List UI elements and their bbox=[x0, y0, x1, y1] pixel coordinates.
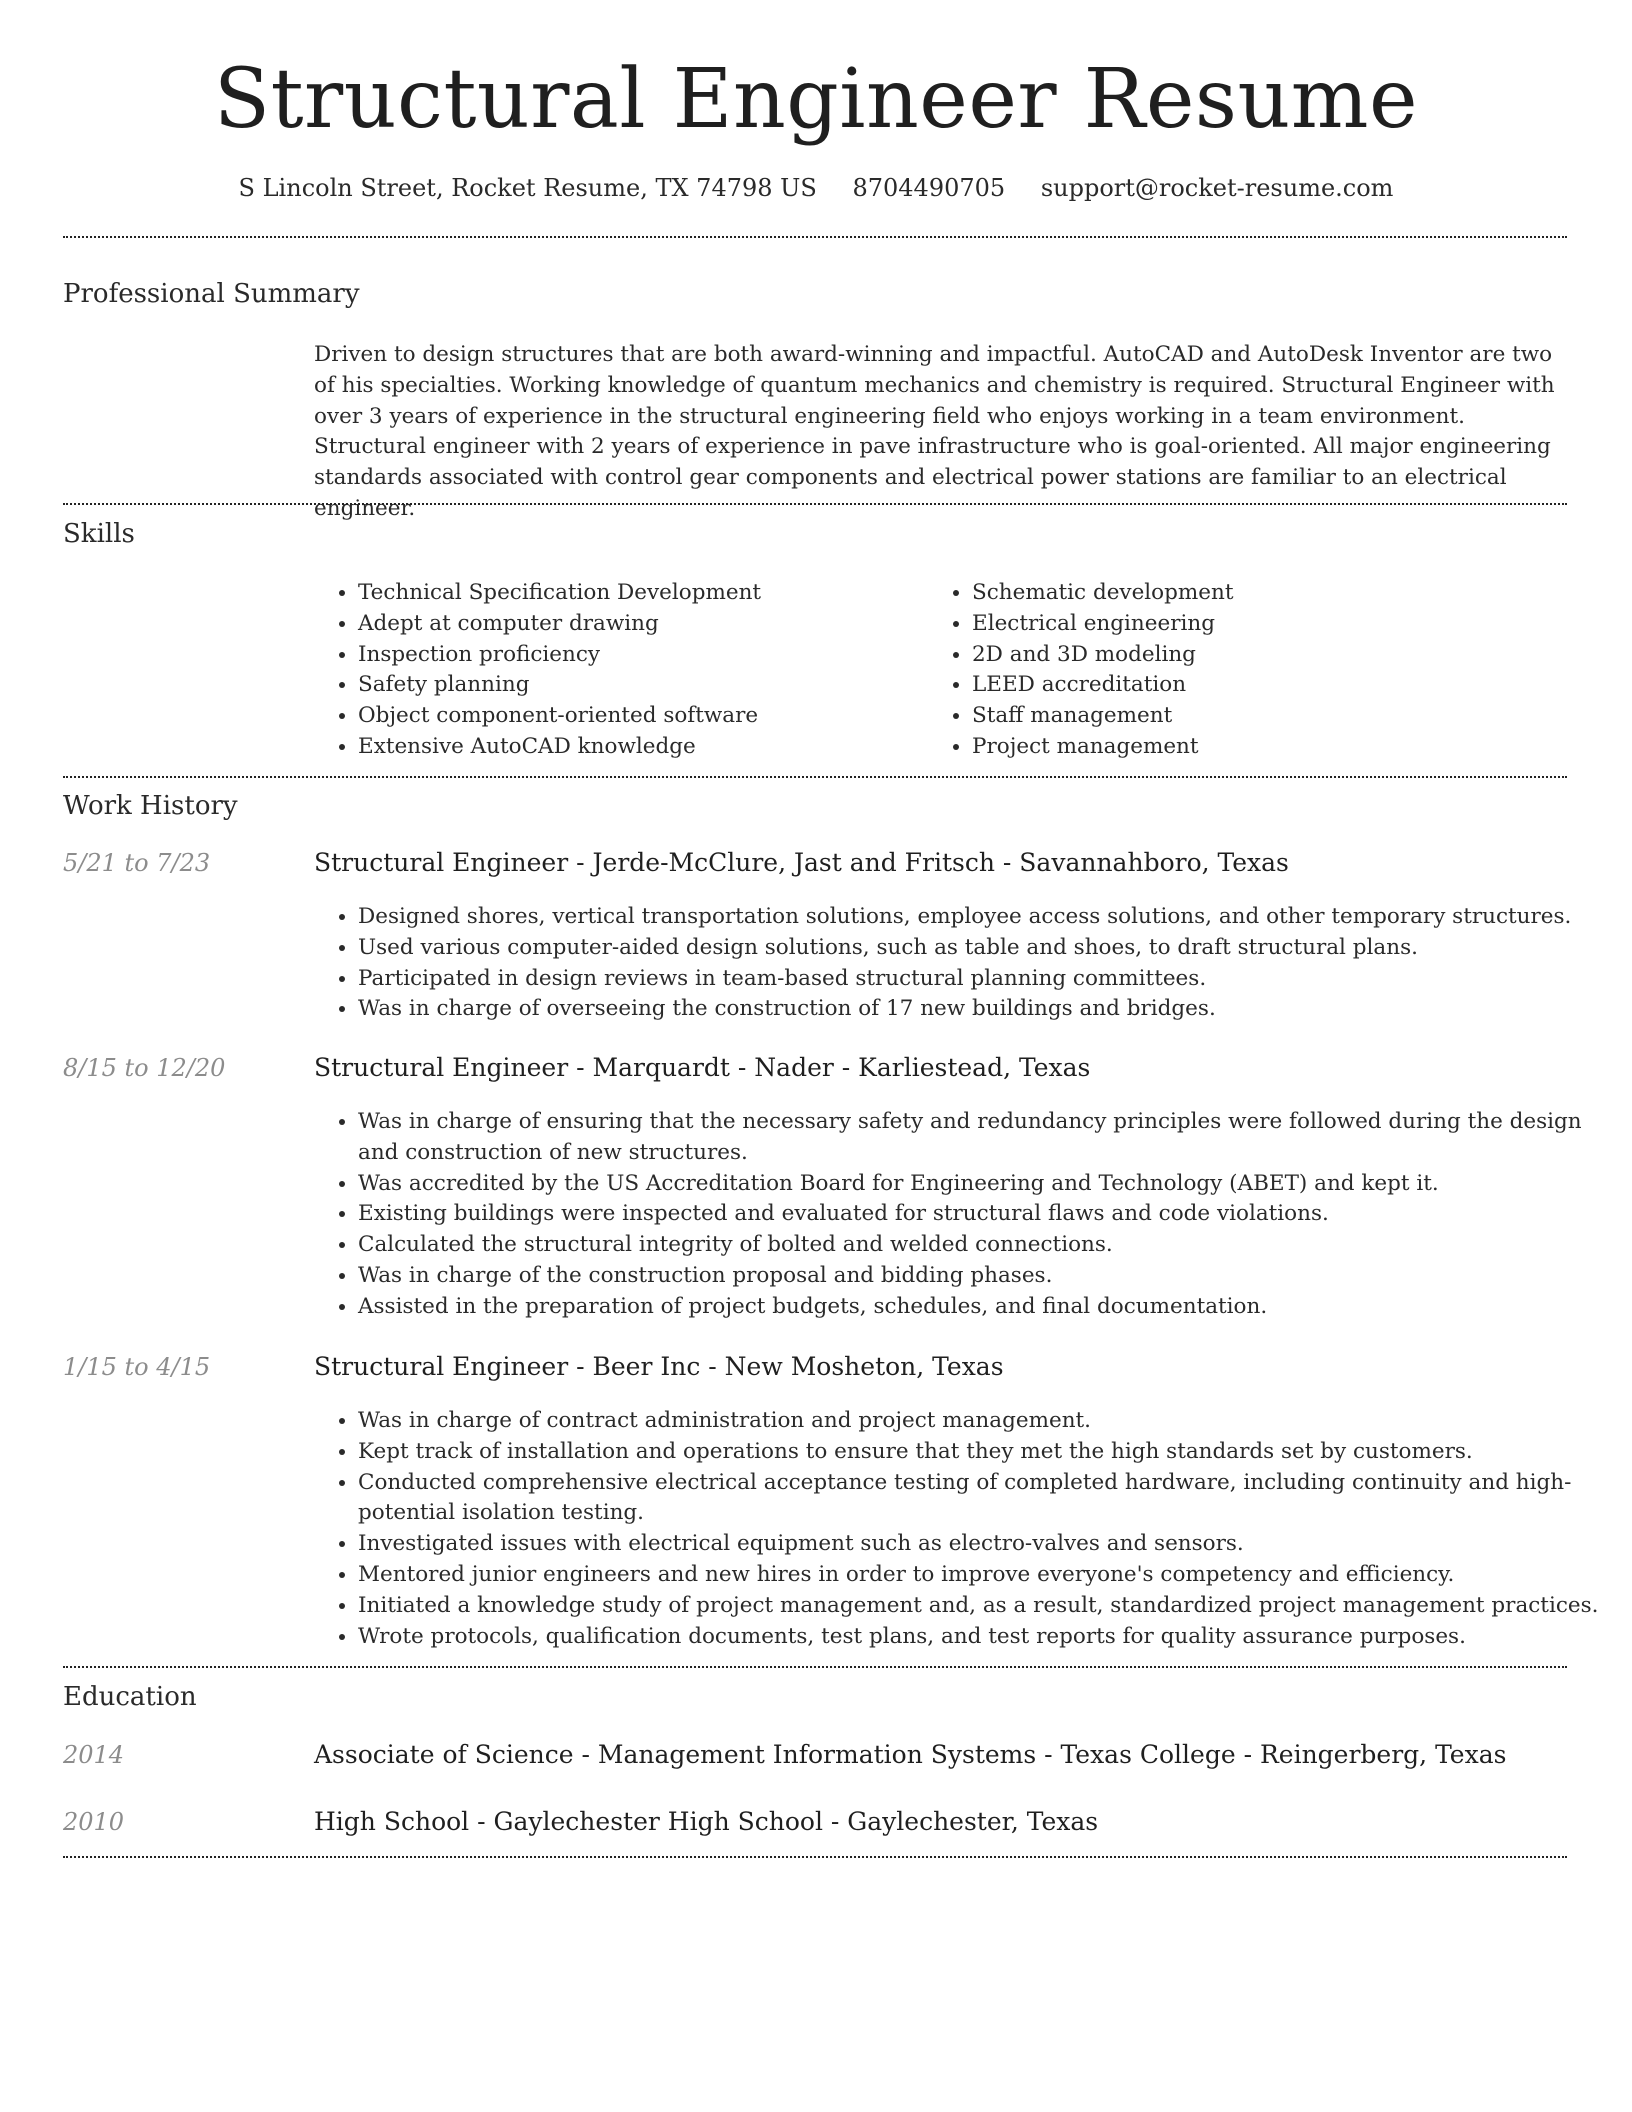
list-item: • Was accredited by the US Accreditation Board for Engineering and Technology (ABET) and kept it. bbox=[358, 1169, 1612, 1200]
job-dates: 1/15 to 4/15 bbox=[63, 1353, 211, 1381]
education-year: 2014 bbox=[63, 1741, 125, 1769]
skill-item: • 2D and 3D modeling bbox=[972, 640, 1572, 671]
job-bullets bbox=[314, 1107, 1612, 1323]
skill-item: • Schematic development bbox=[972, 578, 1572, 609]
list-item: • Was in charge of contract administration and project management. bbox=[358, 1406, 1612, 1437]
skill-item: • Adept at computer drawing bbox=[358, 609, 918, 640]
list-item: • Was in charge of the construction proposal and bidding phases. bbox=[358, 1261, 1612, 1292]
resume-title: Structural Engineer Resume bbox=[213, 52, 1419, 147]
skills-list-right bbox=[928, 578, 1572, 763]
list-item: • Participated in design reviews in team-based structural planning committees. bbox=[358, 964, 1612, 995]
divider bbox=[63, 503, 1567, 505]
list-item: • Investigated issues with electrical equipment such as electro-valves and sensors. bbox=[358, 1529, 1612, 1560]
skill-item: • Safety planning bbox=[358, 670, 918, 701]
list-item: • Was in charge of ensuring that the necessary safety and redundancy principles were followed during the design and construction of new structures. bbox=[358, 1107, 1612, 1169]
job-bullets bbox=[314, 902, 1612, 1025]
skills-list-left bbox=[314, 578, 918, 763]
skill-item: • LEED accreditation bbox=[972, 670, 1572, 701]
contact-phone: 8704490705 bbox=[852, 174, 1006, 202]
contact-email: support@rocket-resume.com bbox=[1040, 174, 1394, 202]
list-item: • Existing buildings were inspected and evaluated for structural flaws and code violations. bbox=[358, 1199, 1612, 1230]
skill-item: • Electrical engineering bbox=[972, 609, 1572, 640]
section-title-education: Education bbox=[63, 1682, 197, 1712]
list-item: • Was in charge of overseeing the construction of 17 new buildings and bridges. bbox=[358, 994, 1612, 1025]
skill-item: • Extensive AutoCAD knowledge bbox=[358, 732, 918, 763]
job-bullets bbox=[314, 1406, 1612, 1652]
divider bbox=[63, 236, 1567, 238]
job-title: Structural Engineer - Beer Inc - New Mosheton, Texas bbox=[314, 1352, 1004, 1381]
list-item: • Mentored junior engineers and new hires in order to improve everyone's competency and efficiency. bbox=[358, 1560, 1612, 1591]
skill-item: • Inspection proficiency bbox=[358, 640, 918, 671]
list-item: • Conducted comprehensive electrical acceptance testing of completed hardware, including continuity and high-potential isolation testing. bbox=[358, 1468, 1612, 1530]
divider bbox=[63, 1856, 1567, 1858]
list-item: • Designed shores, vertical transportation solutions, employee access solutions, and other temporary structures. bbox=[358, 902, 1612, 933]
section-title-work: Work History bbox=[63, 791, 238, 821]
section-title-summary: Professional Summary bbox=[63, 279, 360, 309]
job-dates: 5/21 to 7/23 bbox=[63, 849, 211, 877]
section-title-skills: Skills bbox=[63, 519, 135, 549]
job-title: Structural Engineer - Jerde-McClure, Jast and Fritsch - Savannahboro, Texas bbox=[314, 848, 1289, 877]
education-year: 2010 bbox=[63, 1808, 125, 1836]
list-item: • Used various computer-aided design solutions, such as table and shoes, to draft structural plans. bbox=[358, 933, 1612, 964]
job-dates: 8/15 to 12/20 bbox=[63, 1054, 226, 1082]
summary-text: Driven to design structures that are both award-winning and impactful. AutoCAD and AutoDesk Inventor are two of his specialties. Working knowledge of quantum mechanics and chemistry is required. Structural Engineer with over 3 years of experience in the structural engineering field who enjoys working in a team environment. Structural engineer with 2 years of experience in pave infrastructure who is goal-oriented. All major engineering standards associated with control gear components and electrical power stations are familiar to an electrical engineer. bbox=[314, 342, 1555, 521]
contact-line bbox=[0, 170, 1632, 206]
education-title: High School - Gaylechester High School - Gaylechester, Texas bbox=[314, 1807, 1099, 1836]
job-title: Structural Engineer - Marquardt - Nader - Karliestead, Texas bbox=[314, 1053, 1091, 1082]
list-item: • Assisted in the preparation of project budgets, schedules, and final documentation. bbox=[358, 1292, 1612, 1323]
education-title: Associate of Science - Management Information Systems - Texas College - Reingerberg, Texas bbox=[314, 1740, 1507, 1769]
list-item: • Initiated a knowledge study of project management and, as a result, standardized project management practices. bbox=[358, 1591, 1612, 1622]
list-item: • Calculated the structural integrity of bolted and welded connections. bbox=[358, 1230, 1612, 1261]
divider bbox=[63, 776, 1567, 778]
list-item: • Wrote protocols, qualification documents, test plans, and test reports for quality assurance purposes. bbox=[358, 1622, 1612, 1653]
skill-item: • Technical Specification Development bbox=[358, 578, 918, 609]
skill-item: • Staff management bbox=[972, 701, 1572, 732]
list-item: • Kept track of installation and operations to ensure that they met the high standards set by customers. bbox=[358, 1437, 1612, 1468]
skill-item: • Project management bbox=[972, 732, 1572, 763]
skill-item: • Object component-oriented software bbox=[358, 701, 918, 732]
contact-address: S Lincoln Street, Rocket Resume, TX 74798 US bbox=[238, 174, 817, 202]
divider bbox=[63, 1666, 1567, 1668]
